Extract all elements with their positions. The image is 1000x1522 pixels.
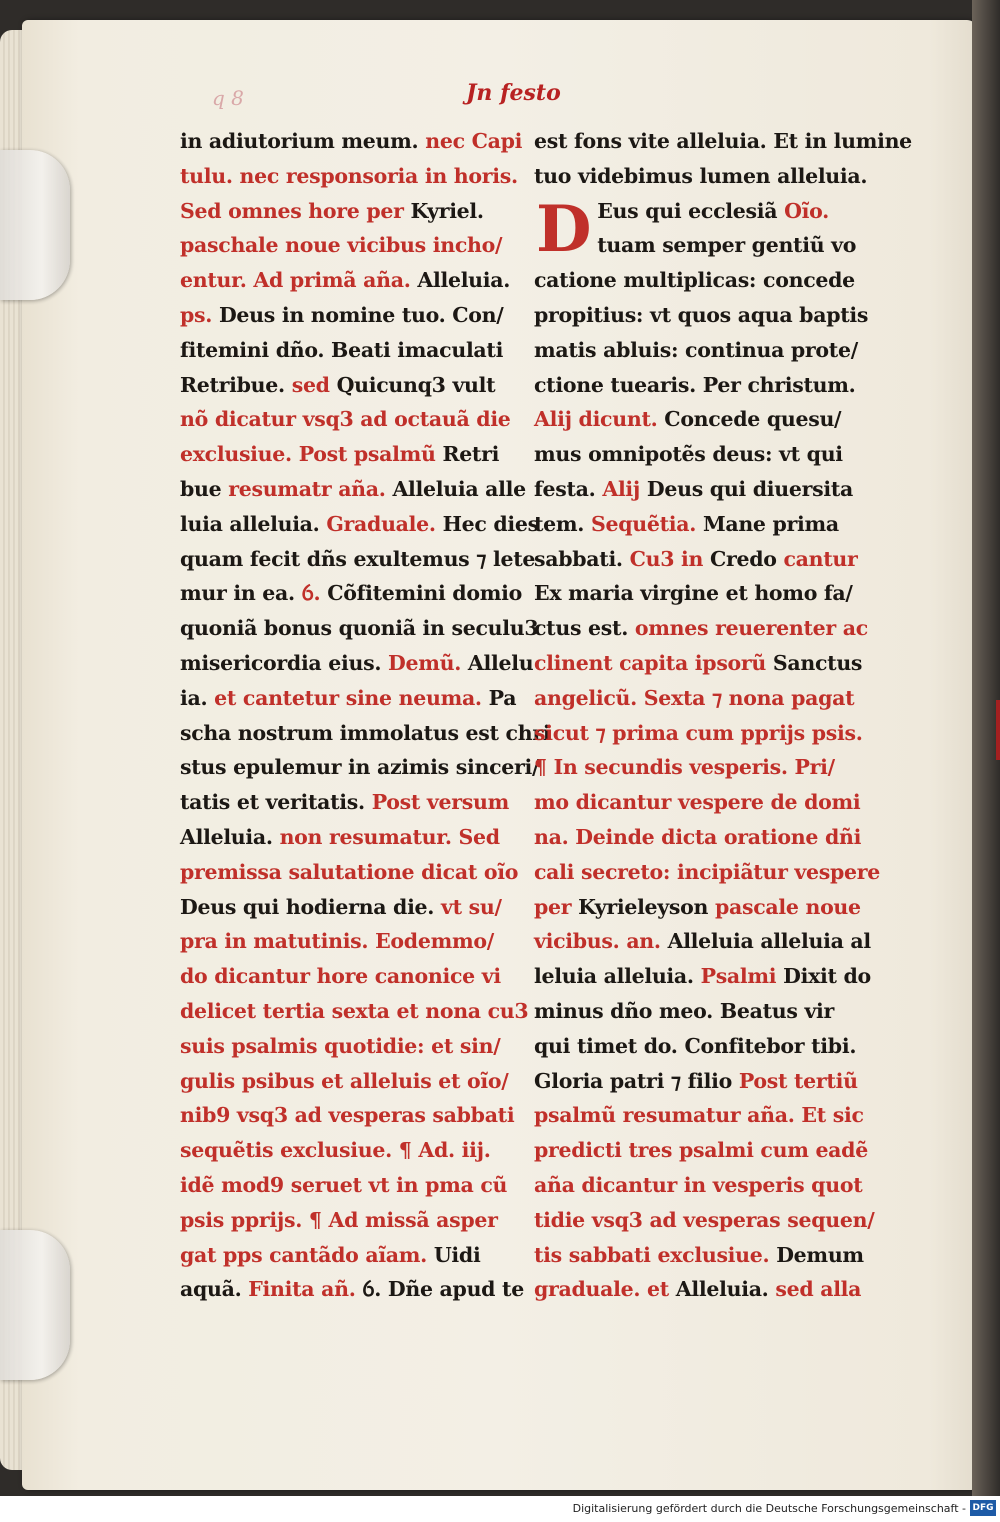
- body-text: ctione tuearis. Per christum.: [534, 372, 856, 397]
- folio-mark: q 8: [212, 86, 244, 110]
- text-line: [180, 1238, 520, 1273]
- body-text: Dixit do: [783, 964, 871, 989]
- body-text: ỽ. Dñe apud te: [362, 1277, 524, 1302]
- rubric-text: resumatr aña.: [228, 476, 393, 501]
- body-text: propitius: vt quos aqua baptis: [534, 302, 869, 327]
- rubric-text: sed alla: [775, 1277, 862, 1302]
- text-line: [534, 472, 874, 507]
- text-line: [534, 507, 874, 542]
- text-line: [180, 994, 529, 1029]
- body-text: Retri: [442, 442, 500, 467]
- rubric-text: tulu. nec responsoria in horis.: [180, 163, 518, 188]
- left-text-column: [180, 124, 551, 1307]
- rubric-text: delicet tertia sexta et nona cu3: [180, 998, 529, 1023]
- rubric-text: sequẽtis exclusiue. ¶ Ad. iij.: [180, 1138, 491, 1163]
- body-text: qui timet do. Confitebor tibi.: [534, 1033, 857, 1058]
- text-line: [534, 611, 874, 646]
- text-line: [180, 646, 534, 681]
- rubric-text: entur. Ad primã aña.: [180, 268, 418, 293]
- body-text: scha nostrum immolatus est chri: [180, 720, 551, 745]
- text-line: [534, 576, 874, 611]
- body-text: Alleluia.: [675, 1277, 776, 1302]
- text-line: [180, 228, 520, 263]
- text-line: [534, 1272, 874, 1307]
- text-line: [534, 298, 874, 333]
- body-text: Mane prima: [702, 511, 839, 536]
- text-line: [180, 576, 520, 611]
- body-text: Kyrieleyson: [578, 894, 715, 919]
- rubric-text: mo dicantur vespere de domi: [534, 790, 861, 815]
- rubric-text: Sequẽtia.: [590, 511, 703, 536]
- rubric-text: et cantetur sine neuma.: [214, 685, 489, 710]
- body-text: mur in ea.: [180, 581, 302, 606]
- text-line: [180, 785, 520, 820]
- rubric-text: Alij: [602, 476, 647, 501]
- text-line: [534, 681, 874, 716]
- body-text: aquã.: [180, 1277, 249, 1302]
- text-line: [180, 1133, 520, 1168]
- rubric-text: ¶ In secundis vesperis. Pri/: [534, 755, 835, 780]
- body-text: ia.: [180, 685, 215, 710]
- body-text: Deus qui diuersita: [646, 476, 854, 501]
- text-line: [534, 750, 874, 785]
- body-text: Hec dies: [442, 511, 539, 536]
- text-line: [180, 159, 520, 194]
- rubric-text: per: [534, 894, 579, 919]
- text-line: [180, 333, 520, 368]
- rubric-text: vicibus. an.: [534, 929, 668, 954]
- rubric-text: nib9 vsq3 ad vesperas sabbati: [180, 1103, 515, 1128]
- text-line: [534, 1098, 874, 1133]
- rubric-text: nõ dicatur vsq3 ad octauã die: [180, 407, 511, 432]
- body-text: Cõfitemini domio: [327, 581, 522, 606]
- text-line: [180, 437, 520, 472]
- body-text: leluia alleluia.: [534, 964, 701, 989]
- rubric-text: exclusiue. Post psalmũ: [180, 442, 443, 467]
- body-text: Pa: [488, 685, 517, 710]
- body-text: stus epulemur in azimis sinceri/: [180, 755, 540, 780]
- text-line: [534, 124, 912, 159]
- text-line: [180, 298, 520, 333]
- text-line: [180, 1203, 520, 1238]
- text-line: [180, 194, 520, 229]
- rubric-text: Psalmi: [700, 964, 784, 989]
- rubric-text: nec Capi: [425, 129, 523, 153]
- text-line: [534, 402, 874, 437]
- rubric-text: Alij dicunt.: [534, 407, 665, 432]
- body-text: Kyriel.: [410, 198, 484, 223]
- rubric-text: psis pprijs. ¶ Ad missã asper: [180, 1207, 498, 1232]
- rubric-text: Cu3 in: [629, 546, 710, 571]
- body-text: Gloria patri ⁊ filio: [534, 1068, 739, 1093]
- text-line: [534, 1203, 874, 1238]
- text-line: [180, 890, 520, 925]
- body-text: Deus in nomine tuo. Con/: [218, 302, 504, 327]
- body-text: Eus qui ecclesiã: [597, 198, 785, 223]
- rubric-text: psalmũ resumatur aña. Et sic: [534, 1103, 864, 1128]
- rubric-text: cali secreto: incipiãtur vespere: [534, 859, 881, 884]
- body-text: fitemini dño. Beati imaculati: [180, 337, 504, 362]
- decorated-initial: D: [536, 191, 592, 267]
- text-line: [180, 542, 536, 577]
- rubric-text: sed: [291, 372, 337, 397]
- text-line: [180, 924, 520, 959]
- body-text: Alleluia alle: [392, 476, 526, 501]
- rubric-text: gulis psibus et alleluis et oĩo/: [180, 1068, 509, 1093]
- text-line: [180, 855, 520, 890]
- rubric-text: tis sabbati exclusiue.: [534, 1242, 777, 1267]
- text-line: [534, 1029, 874, 1064]
- body-text: festa.: [534, 476, 603, 501]
- text-line: [180, 402, 520, 437]
- text-line: [534, 785, 874, 820]
- rubric-text: do dicantur hore canonice vi: [180, 964, 501, 989]
- text-line: [180, 1098, 520, 1133]
- text-line: [180, 1029, 520, 1064]
- rubric-text: ps.: [180, 302, 219, 327]
- text-line: [180, 368, 520, 403]
- text-line: [534, 159, 874, 194]
- body-text: tatis et veritatis.: [180, 790, 372, 815]
- running-head: Jn festo: [466, 80, 561, 106]
- adjacent-page-rubric: [996, 700, 1000, 760]
- body-text: tuam semper gentiũ vo: [597, 233, 857, 258]
- body-text: matis abluis: continua prote/: [534, 337, 858, 362]
- text-line: [180, 472, 526, 507]
- body-text: in adiutorium meum.: [180, 129, 426, 153]
- rubric-text: ỽ.: [301, 581, 328, 606]
- body-text: Retribue.: [180, 372, 292, 397]
- body-text: mus omnipotẽs deus: vt qui: [534, 442, 843, 467]
- rubric-text: Sed omnes hore per: [180, 198, 411, 223]
- text-line: [534, 646, 874, 681]
- text-line: [180, 681, 520, 716]
- text-line: [534, 542, 874, 577]
- text-line: [534, 368, 874, 403]
- text-line: [534, 437, 874, 472]
- page-clip-bottom: [0, 1230, 70, 1380]
- body-text: tem.: [534, 511, 591, 536]
- body-text: Uidi: [433, 1242, 481, 1267]
- body-text: sabbati.: [534, 546, 630, 571]
- body-text: quoniã bonus quoniã in seculu3: [180, 616, 539, 641]
- body-text: Demum: [776, 1242, 864, 1267]
- text-line: [180, 611, 539, 646]
- body-text: est fons vite alleluia. Et in lumine: [534, 129, 912, 153]
- body-text: Credo: [709, 546, 784, 571]
- rubric-text: aña dicantur in vesperis quot: [534, 1172, 863, 1197]
- footer-bar: [0, 1496, 1000, 1522]
- rubric-text: Oĩo.: [784, 198, 829, 223]
- rubric-text: clinent capita ipsorũ: [534, 650, 773, 675]
- text-line: [180, 750, 540, 785]
- text-line: [180, 716, 551, 751]
- body-text: Concede quesu/: [664, 407, 842, 432]
- rubric-text: paschale noue vicibus incho/: [180, 233, 503, 258]
- rubric-text: angelicũ. Sexta ⁊ nona pagat: [534, 685, 855, 710]
- rubric-text: pascale noue: [714, 894, 861, 919]
- right-text-column: [534, 124, 912, 1307]
- text-line: [534, 890, 874, 925]
- rubric-text: idẽ mod9 seruet vt in pma cũ: [180, 1172, 508, 1197]
- text-line: [534, 263, 874, 298]
- text-line: [534, 820, 874, 855]
- funding-credit: Digitalisierung gefördert durch die Deutsche Forschungsgemeinschaft -: [572, 1502, 966, 1515]
- body-text: Alleluia.: [180, 824, 280, 849]
- rubric-text: pra in matutinis. Eodemmo/: [180, 929, 494, 954]
- body-text: Allelu: [467, 650, 534, 675]
- body-text: misericordia eius.: [180, 650, 388, 675]
- text-line: [180, 959, 520, 994]
- text-line: [534, 1133, 874, 1168]
- rubric-text: premissa salutatione dicat oĩo: [180, 859, 519, 884]
- rubric-text: Finita añ.: [248, 1277, 363, 1302]
- text-line: [534, 994, 874, 1029]
- rubric-text: Post tertiũ: [738, 1068, 858, 1093]
- text-line: [180, 124, 523, 159]
- text-line: [180, 1064, 520, 1099]
- text-line: [534, 1064, 874, 1099]
- text-line: [534, 959, 874, 994]
- body-text: tuo videbimus lumen alleluia.: [534, 163, 868, 188]
- text-line: [534, 924, 874, 959]
- rubric-text: na. Deinde dicta oratione dñi: [534, 824, 862, 849]
- text-line: [534, 1238, 874, 1273]
- rubric-text: suis psalmis quotidie: et sin/: [180, 1033, 501, 1058]
- rubric-text: graduale. et: [534, 1277, 676, 1302]
- text-line: [180, 263, 520, 298]
- rubric-text: Graduale.: [326, 511, 443, 536]
- text-line: [180, 507, 539, 542]
- rubric-text: sicut ⁊ prima cum pprijs psis.: [534, 720, 863, 745]
- text-line: [534, 333, 874, 368]
- text-line: [534, 855, 881, 890]
- rubric-text: vt su/: [440, 894, 502, 919]
- body-text: Alleluia alleluia al: [667, 929, 871, 954]
- body-text: Quicunq3 vult: [336, 372, 496, 397]
- body-text: bue: [180, 476, 229, 501]
- rubric-text: non resumatur. Sed: [279, 824, 500, 849]
- text-line: [180, 820, 520, 855]
- rubric-text: tidie vsq3 ad vesperas sequen/: [534, 1207, 875, 1232]
- body-text: minus dño meo. Beatus vir: [534, 998, 835, 1023]
- rubric-text: Demũ.: [388, 650, 468, 675]
- text-line: [180, 1168, 520, 1203]
- body-text: ctus est.: [534, 616, 635, 641]
- body-text: quam fecit dñs exultemus ⁊ lete: [180, 546, 536, 571]
- body-text: Deus qui hodierna die.: [180, 894, 441, 919]
- rubric-text: cantur: [783, 546, 858, 571]
- body-text: catione multiplicas: concede: [534, 268, 855, 293]
- rubric-text: gat pps cantãdo aĩam.: [180, 1242, 434, 1267]
- rubric-text: omnes reuerenter ac: [634, 616, 868, 641]
- text-line: [534, 716, 874, 751]
- body-text: luia alleluia.: [180, 511, 327, 536]
- text-line: [180, 1272, 524, 1307]
- dfg-logo-icon: DFG: [970, 1500, 996, 1516]
- text-line: [534, 1168, 874, 1203]
- rubric-text: predicti tres psalmi cum eadẽ: [534, 1138, 868, 1163]
- body-text: Alleluia.: [417, 268, 511, 293]
- body-text: Sanctus: [772, 650, 863, 675]
- rubric-text: Post versum: [371, 790, 509, 815]
- page-clip-top: [0, 150, 70, 300]
- body-text: Ex maria virgine et homo fa/: [534, 581, 853, 606]
